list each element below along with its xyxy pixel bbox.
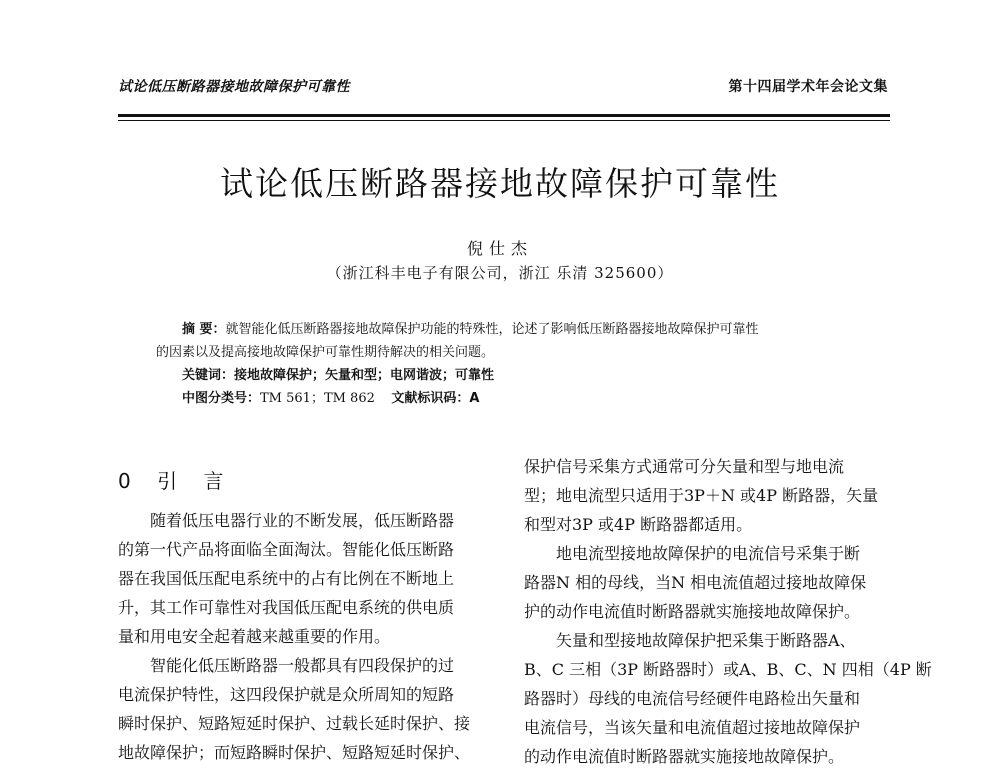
abstract-line-2 (156, 341, 876, 364)
body-line: 瞬时保护、短路短延时保护、过载长延时保护、接 (118, 714, 471, 733)
author-affiliation: （浙江科丰电子有限公司，浙江 乐清 325600） (326, 264, 674, 282)
body-line: 电流信号，当该矢量和电流值超过接地故障保护 (524, 718, 861, 737)
doc-code-value: A (469, 391, 480, 406)
body-line: 智能化低压断路器一般都具有四段保护的过 (150, 656, 455, 675)
body-line: 随着低压电器行业的不断发展，低压断路器 (150, 511, 455, 530)
body-line: 量和用电安全起着越来越重要的作用。 (118, 627, 391, 646)
body-line: 路器时）母线的电流信号经硬件电路检出矢量和 (524, 689, 861, 708)
body-line: 电流保护特性，这四段保护就是众所周知的短路 (118, 685, 455, 704)
header-rule-thick (118, 114, 890, 117)
abstract-text-1: 就智能化低压断路器接地故障保护功能的特殊性，论述了影响低压断路器接地故障保护可靠性 (225, 322, 759, 337)
doc-code-label: 文献标识码： (391, 391, 470, 406)
header-rule-thin (118, 120, 890, 121)
author-name: 倪仕杰 (466, 239, 533, 258)
body-line: 升，其工作可靠性对我国低压配电系统的供电质 (118, 598, 455, 617)
running-header (118, 76, 888, 96)
body-line: 地电流型接地故障保护的电流信号采集于断 (556, 544, 861, 563)
abstract-block (156, 318, 876, 410)
body-line: 型；地电流型只适用于3P＋N 或4P 断路器，矢量 (524, 486, 879, 505)
body-line: 保护信号采集方式通常可分矢量和型与地电流 (524, 457, 845, 476)
classification-line (156, 387, 876, 410)
keywords-label: 关键词： (182, 368, 235, 383)
body-line: B、C 三相（3P 断路器时）或A、B、C、N 四相（4P 断 (524, 660, 932, 679)
abstract-line-1 (156, 318, 876, 341)
body-line: 和型对3P 或4P 断路器都适用。 (524, 515, 753, 534)
body-line: 器在我国低压配电系统中的占有比例在不断地上 (118, 569, 455, 588)
paper-title: 试论低压断路器接地故障保护可靠性 (220, 164, 780, 203)
left-column (118, 452, 483, 767)
keywords-text: 接地故障保护；矢量和型；电网谐波；可靠性 (234, 368, 495, 383)
clc-value: TM 561；TM 862 (260, 391, 375, 406)
running-head-proceedings: 第十四届学术年会论文集 (728, 79, 888, 95)
body-line: 护的动作电流值时断路器就实施接地故障保护。 (524, 602, 861, 621)
body-line: 的动作电流值时断路器就实施接地故障保护。 (524, 747, 845, 766)
body-line: 地故障保护；而短路瞬时保护、短路短延时保护、 (118, 743, 471, 762)
abstract-label: 摘 要： (182, 322, 226, 337)
body-line: 路器N 相的母线，当N 相电流值超过接地故障保 (524, 573, 867, 592)
body-line: 的第一代产品将面临全面淘汰。智能化低压断路 (118, 540, 455, 559)
keywords-line (156, 364, 876, 387)
running-head-title: 试论低压断路器接地故障保护可靠性 (118, 79, 350, 95)
right-column (524, 452, 932, 771)
body-line: 矢量和型接地故障保护把采集于断路器A、 (556, 631, 856, 650)
clc-label: 中图分类号： (182, 391, 261, 406)
abstract-text-2: 的因素以及提高接地故障保护可靠性期待解决的相关问题。 (156, 345, 495, 360)
section-heading-introduction: 0 引 言 (118, 469, 234, 493)
